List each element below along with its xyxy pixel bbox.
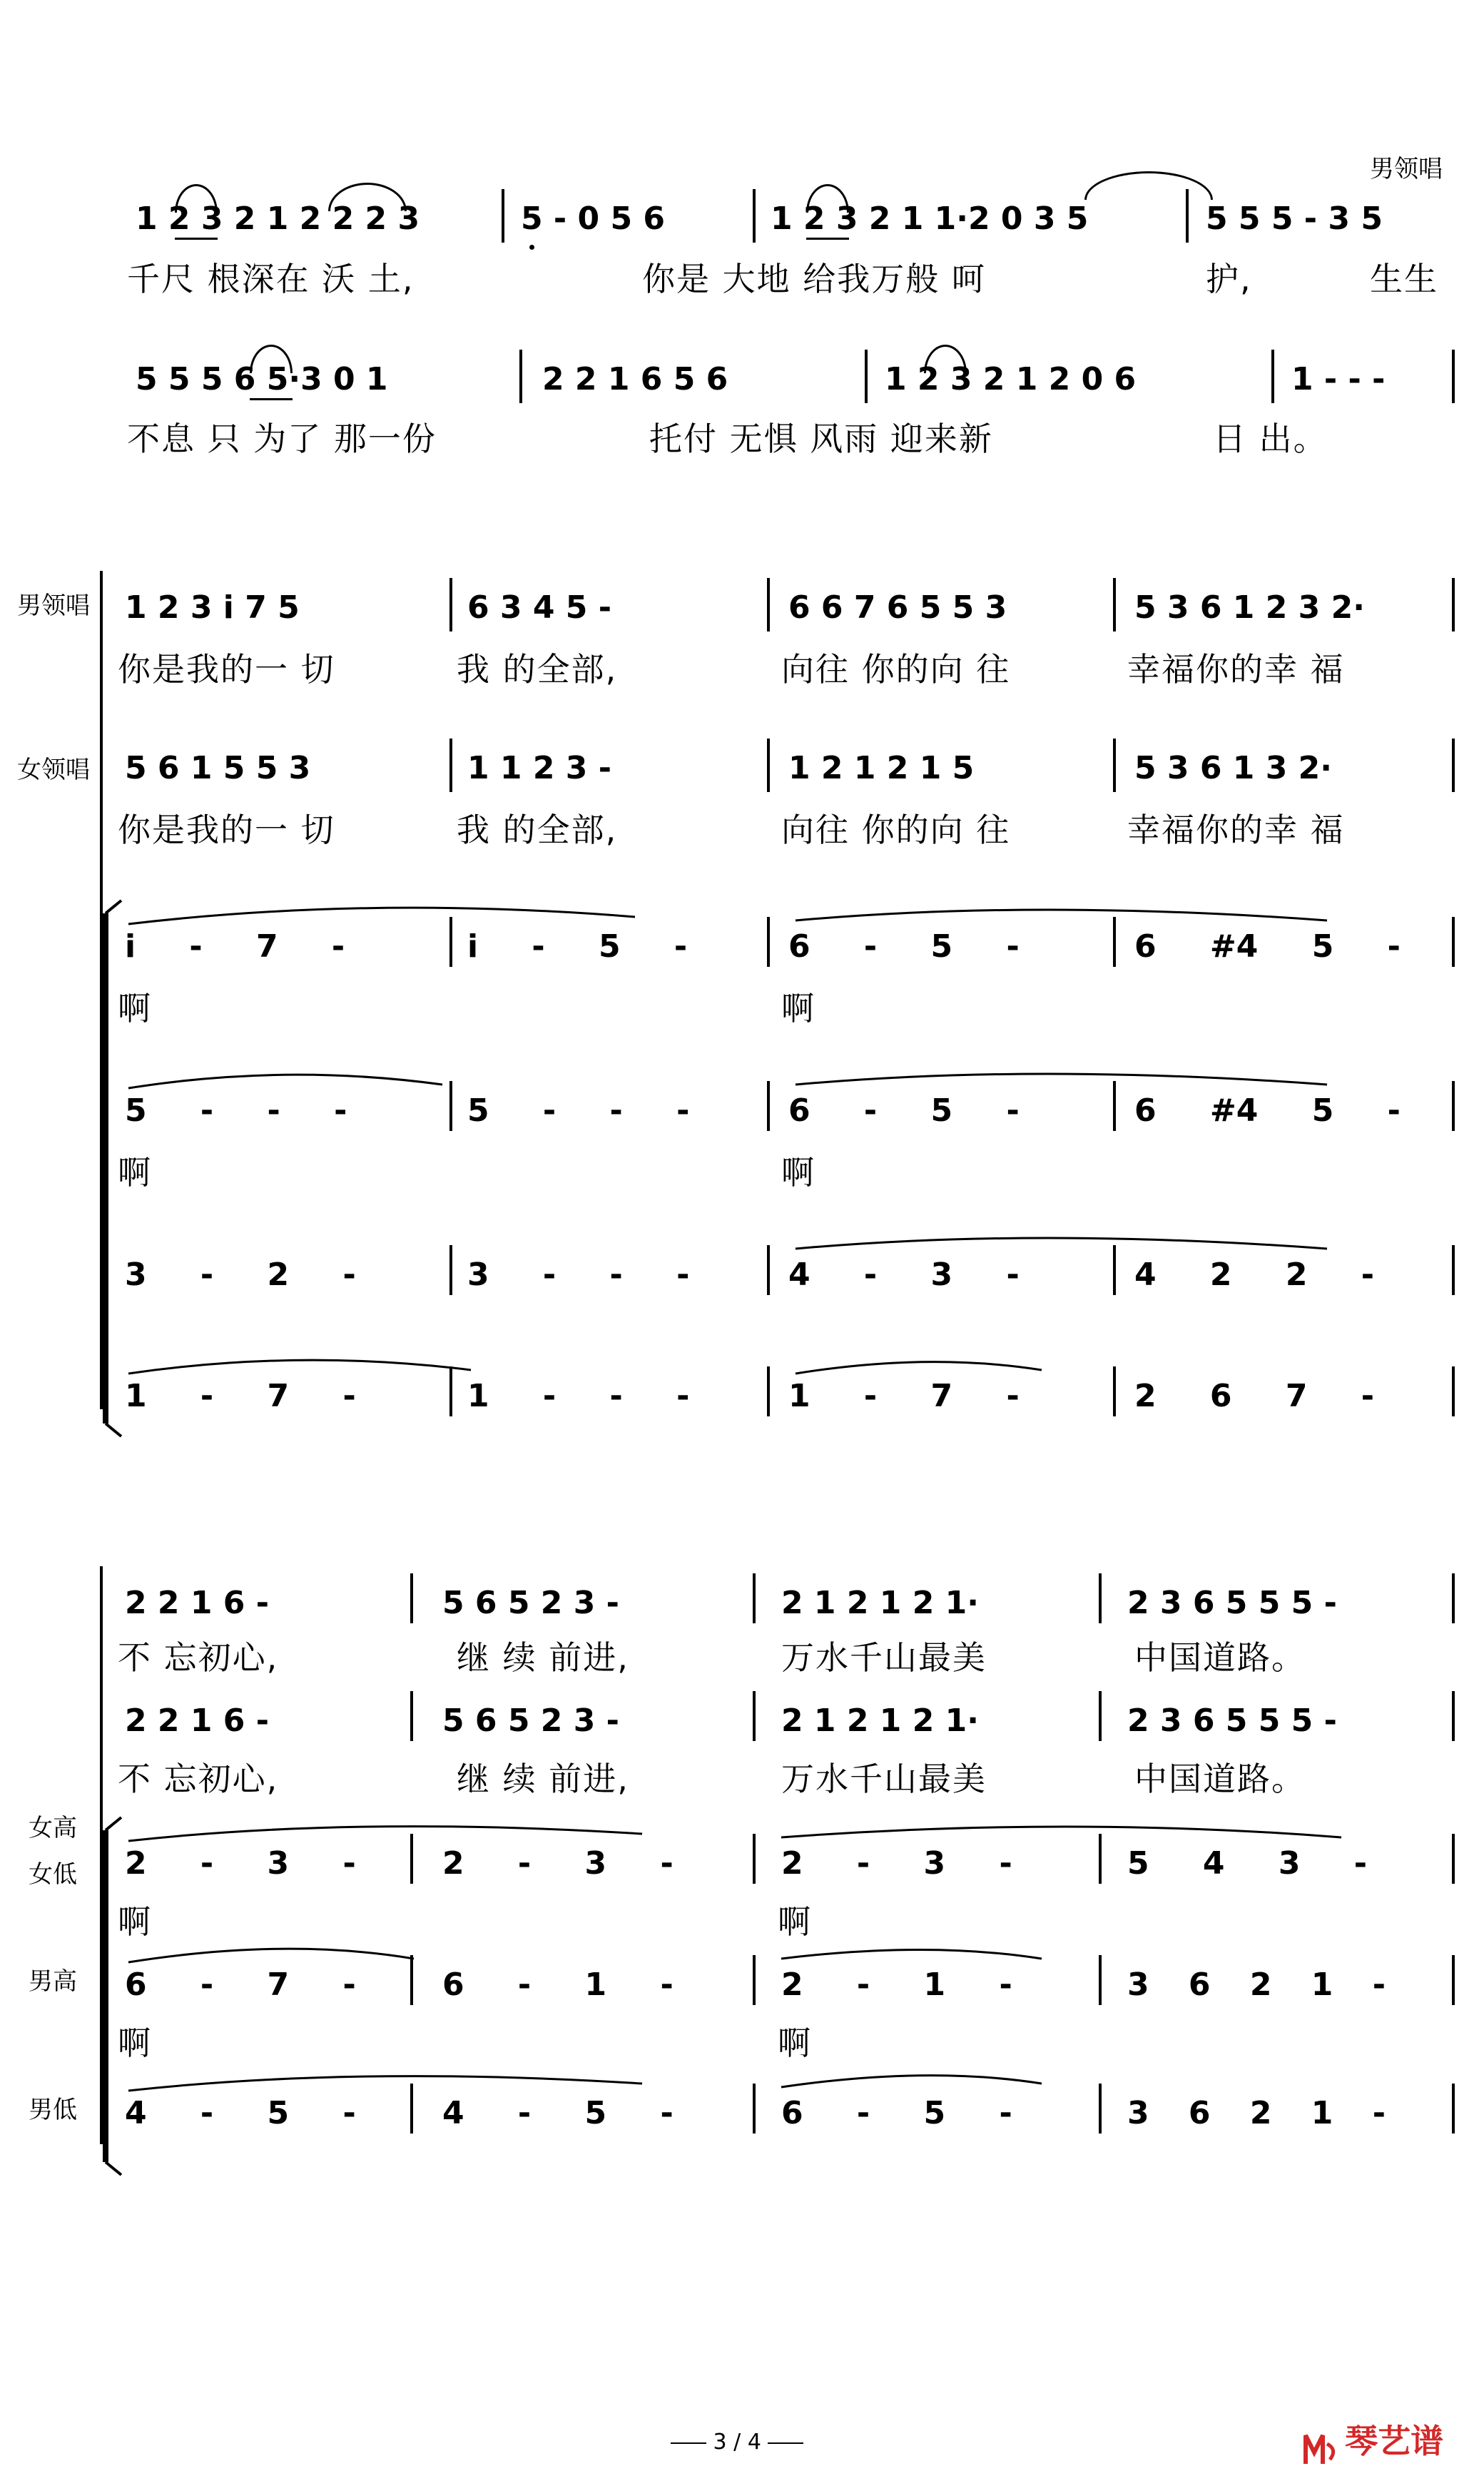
lyric-line: 我 的全部, [457, 650, 618, 689]
part-label-male-lead: 男领唱 [17, 592, 90, 620]
lyric-line: 向往 你的向 往 [781, 650, 1011, 689]
chorus-measure: 6 - 5 - [788, 1092, 1020, 1129]
logo-mark-icon [1298, 2428, 1341, 2471]
lyric-line: 继 续 前进, [457, 1638, 629, 1677]
lyric-line: 我 的全部, [457, 811, 618, 849]
chorus-measure: 6 #4 5 - [1134, 928, 1401, 965]
chorus-measure: 4 - 5 - [125, 2095, 356, 2131]
chorus-measure: 2 6 7 - [1134, 1378, 1375, 1414]
chorus-lyric: 啊 [781, 1153, 815, 1192]
chorus-measure: 5 4 3 - [1127, 1845, 1368, 1882]
chorus-lyric: 啊 [118, 1153, 152, 1192]
lyric-line: 护, [1206, 260, 1252, 298]
measure-notes: 2 1 2 1 2 1· [781, 1703, 979, 1739]
chorus-lyric: 啊 [781, 989, 815, 1028]
part-label-male-high: 男高 [29, 1967, 77, 1996]
measure-notes: 5 6 5 2 3 - [442, 1585, 619, 1621]
chorus-measure: i - 5 - [467, 928, 688, 965]
lyric-line: 托付 无惧 风雨 迎来新 [649, 420, 993, 458]
lyric-line: 中国道路。 [1134, 1760, 1306, 1798]
measure-notes: 5 6 5 2 3 - [442, 1703, 619, 1739]
measure-notes: 6 6 7 6 5 5 3 [788, 589, 1007, 626]
chorus-measure: 6 - 1 - [442, 1967, 674, 2003]
chorus-measure: 2 - 3 - [781, 1845, 1012, 1882]
measure-notes: 5 5 5 6 5·3 0 1 [136, 361, 388, 397]
lyric-line: 不 忘初心, [118, 1638, 279, 1677]
chorus-lyric: 啊 [118, 1902, 152, 1941]
chorus-measure: 6 - 5 - [788, 928, 1020, 965]
lyric-line: 万水千山最美 [781, 1638, 987, 1677]
chorus-measure: 5 - - - [467, 1092, 690, 1129]
measure-notes: 5 - 0 5 6 [521, 201, 665, 237]
chorus-measure: 4 - 3 - [788, 1257, 1020, 1293]
chorus-measure: 2 - 1 - [781, 1967, 1012, 2003]
lyric-line: 千尺 根深在 沃 土, [127, 260, 415, 298]
lyric-line: 生生 [1370, 260, 1438, 298]
lyric-line: 不息 只 为了 那一份 [127, 420, 437, 458]
measure-notes: 5 5 5 - 3 5 [1206, 201, 1383, 237]
chorus-measure: 4 2 2 - [1134, 1257, 1375, 1293]
page-number [671, 2430, 803, 2455]
lyric-line: 继 续 前进, [457, 1760, 629, 1798]
part-label-female-lead: 女领唱 [17, 756, 90, 784]
lyric-line: 你是 大地 给我万般 呵 [642, 260, 986, 298]
measure-notes: 1 - - - [1291, 361, 1386, 397]
chorus-measure: 5 - - - [125, 1092, 347, 1129]
part-label-male-low: 男低 [29, 2096, 77, 2124]
chorus-measure: 6 - 7 - [125, 1967, 356, 2003]
measure-notes: 2 3 6 5 5 5 - [1127, 1703, 1337, 1739]
part-label-female-high: 女高 [29, 1814, 77, 1842]
part-label-male-lead-top: 男领唱 [1370, 155, 1443, 183]
measure-notes: 1 2 3 2 1 2 0 6 [885, 361, 1137, 397]
lyric-line: 日 出。 [1213, 420, 1328, 458]
measure-notes: 5 6 1 5 5 3 [125, 750, 311, 786]
lyric-line: 万水千山最美 [781, 1760, 987, 1798]
chorus-measure: 1 - 7 - [788, 1378, 1020, 1414]
chorus-measure: 3 - - - [467, 1257, 690, 1293]
lyric-line: 幸福你的幸 福 [1127, 811, 1345, 849]
measure-notes: 5 3 6 1 2 3 2· [1134, 589, 1365, 626]
chorus-measure: 2 - 3 - [125, 1845, 356, 1882]
measure-notes: 1 2 3 2 1 1·2 0 3 5 [771, 201, 1089, 237]
lyric-line: 不 忘初心, [118, 1760, 279, 1798]
logo-text: 琴艺谱 [1345, 2422, 1444, 2460]
chorus-measure: 6 - 5 - [781, 2095, 1012, 2131]
chorus-measure: 3 - 2 - [125, 1257, 356, 1293]
chorus-measure: 1 - 7 - [125, 1378, 356, 1414]
page-number-text: 3 / 4 [713, 2430, 761, 2455]
chorus-measure: i - 7 - [125, 928, 345, 965]
measure-notes: 1 1 2 3 - [467, 750, 611, 786]
chorus-measure: 3 6 2 1 - [1127, 1967, 1386, 2003]
lyric-line: 你是我的一 切 [118, 650, 335, 689]
measure-notes: 5 3 6 1 3 2· [1134, 750, 1332, 786]
lyric-line: 幸福你的幸 福 [1127, 650, 1345, 689]
chorus-measure: 4 - 5 - [442, 2095, 674, 2131]
part-label-female-low: 女低 [29, 1860, 77, 1889]
chorus-lyric: 啊 [118, 2024, 152, 2062]
measure-notes: 2 3 6 5 5 5 - [1127, 1585, 1337, 1621]
chorus-measure: 2 - 3 - [442, 1845, 674, 1882]
chorus-measure: 3 6 2 1 - [1127, 2095, 1386, 2131]
chorus-lyric: 啊 [778, 1902, 812, 1941]
chorus-lyric: 啊 [778, 2024, 812, 2062]
lyric-line: 向往 你的向 往 [781, 811, 1011, 849]
measure-notes: 2 2 1 6 - [125, 1703, 269, 1739]
measure-notes: 1 2 3 2 1 2 2 2 3 [136, 201, 420, 237]
measure-notes: 1 2 3 i 7 5 [125, 589, 300, 626]
lyric-line: 中国道路。 [1134, 1638, 1306, 1677]
measure-notes: 2 2 1 6 5 6 [542, 361, 728, 397]
chorus-measure: 1 - - - [467, 1378, 690, 1414]
measure-notes: 2 2 1 6 - [125, 1585, 269, 1621]
lyric-line: 你是我的一 切 [118, 811, 335, 849]
site-logo [1298, 2415, 1443, 2471]
measure-notes: 1 2 1 2 1 5 [788, 750, 975, 786]
measure-notes: 6 3 4 5 - [467, 589, 611, 626]
chorus-lyric: 啊 [118, 989, 152, 1028]
measure-notes: 2 1 2 1 2 1· [781, 1585, 979, 1621]
chorus-measure: 6 #4 5 - [1134, 1092, 1401, 1129]
